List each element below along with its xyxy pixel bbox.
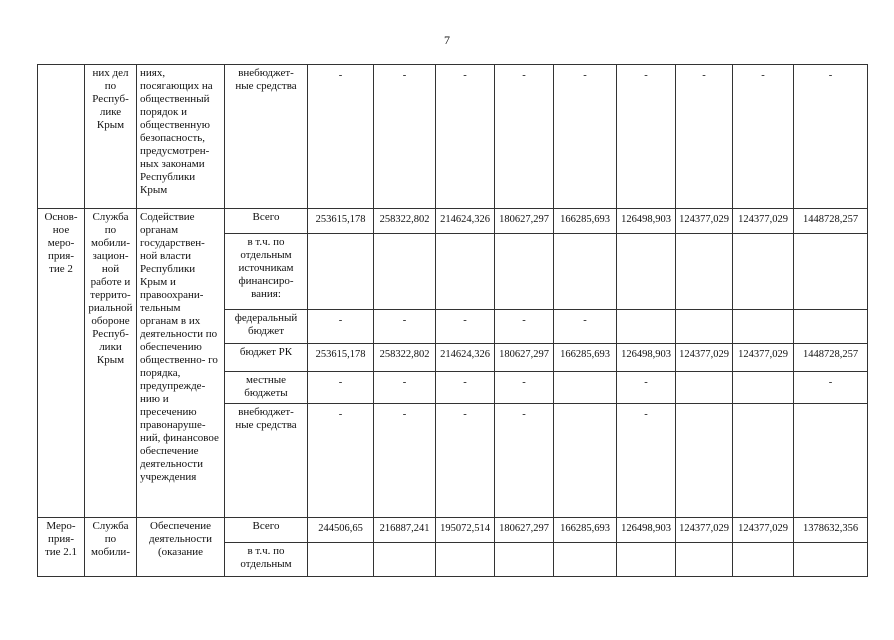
value-cell [733, 234, 794, 310]
value-cell [617, 234, 676, 310]
funding-source-cell: Всего [225, 518, 308, 543]
table-row [38, 518, 868, 543]
value-cell: 180627,297 [495, 209, 554, 234]
value-cell [374, 234, 436, 310]
value-cell: - [554, 310, 617, 344]
measure-description-cell: Обеспечение деятельности (оказание [137, 518, 225, 577]
value-cell [554, 372, 617, 404]
value-cell: 126498,903 [617, 209, 676, 234]
value-cell: 1378632,356 [794, 518, 868, 543]
value-cell [617, 310, 676, 344]
value-cell: 126498,903 [617, 518, 676, 543]
value-cell: - [733, 65, 794, 209]
value-cell: - [436, 404, 495, 518]
value-cell: 216887,241 [374, 518, 436, 543]
value-cell: 124377,029 [733, 344, 794, 372]
value-cell: 214624,326 [436, 209, 495, 234]
value-cell: 124377,029 [676, 209, 733, 234]
value-cell: 124377,029 [733, 209, 794, 234]
value-cell: - [308, 310, 374, 344]
value-cell [308, 234, 374, 310]
value-cell: - [436, 65, 495, 209]
value-cell [436, 234, 495, 310]
value-cell [794, 310, 868, 344]
value-cell: 180627,297 [495, 518, 554, 543]
value-cell: 180627,297 [495, 344, 554, 372]
value-cell [617, 543, 676, 577]
value-cell: - [617, 372, 676, 404]
value-cell: 253615,178 [308, 344, 374, 372]
value-cell [554, 234, 617, 310]
value-cell: - [554, 65, 617, 209]
value-cell [308, 543, 374, 577]
value-cell [554, 404, 617, 518]
value-cell: 244506,65 [308, 518, 374, 543]
value-cell: 258322,802 [374, 209, 436, 234]
value-cell: - [374, 372, 436, 404]
value-cell: - [617, 65, 676, 209]
value-cell: 126498,903 [617, 344, 676, 372]
measure-description-cell: ниях, посягающих на общественный порядок и общественную безопасность, предусмотрен- ных законами Республики Крым [137, 65, 225, 209]
value-cell: 124377,029 [733, 518, 794, 543]
value-cell: - [794, 372, 868, 404]
value-cell: 214624,326 [436, 344, 495, 372]
value-cell: - [436, 372, 495, 404]
value-cell [676, 372, 733, 404]
value-cell: - [436, 310, 495, 344]
value-cell: 1448728,257 [794, 344, 868, 372]
measure-cell: Основ- ное меро- прия- тие 2 [38, 209, 85, 518]
table-row [38, 65, 868, 209]
value-cell [733, 310, 794, 344]
value-cell [495, 234, 554, 310]
value-cell: 166285,693 [554, 518, 617, 543]
value-cell: - [495, 372, 554, 404]
value-cell [794, 543, 868, 577]
value-cell [733, 372, 794, 404]
value-cell: - [308, 372, 374, 404]
funding-source-cell: в т.ч. по отдельным [225, 543, 308, 577]
value-cell [554, 543, 617, 577]
page-number: 7 [444, 33, 450, 47]
value-cell: 1448728,257 [794, 209, 868, 234]
value-cell [733, 543, 794, 577]
table-row [38, 209, 868, 234]
value-cell: - [495, 310, 554, 344]
value-cell: - [617, 404, 676, 518]
value-cell: 195072,514 [436, 518, 495, 543]
funding-source-cell: федеральный бюджет [225, 310, 308, 344]
funding-source-cell: внебюджет- ные средства [225, 65, 308, 209]
value-cell [676, 543, 733, 577]
measure-cell [38, 65, 85, 209]
value-cell: - [308, 404, 374, 518]
executor-cell: Служба по мобили- [85, 518, 137, 577]
funding-source-cell: в т.ч. по отдельным источникам финансиро- вания: [225, 234, 308, 310]
value-cell [676, 234, 733, 310]
value-cell [676, 310, 733, 344]
funding-source-cell: Всего [225, 209, 308, 234]
value-cell: - [374, 404, 436, 518]
executor-cell: Служба по мобили- зацион- ной работе и террито- риальной обороне Респуб- лики Крым [85, 209, 137, 518]
value-cell [436, 543, 495, 577]
budget-table [37, 64, 868, 577]
value-cell: - [308, 65, 374, 209]
measure-cell: Меро- прия- тие 2.1 [38, 518, 85, 577]
value-cell [794, 234, 868, 310]
value-cell: 253615,178 [308, 209, 374, 234]
measure-description-cell: Содействие органам государствен- ной власти Республики Крым и правоохрани- тельным органам в их деятельности по обеспечению общественно- го порядка, предупрежде- нию и пресечению правонаруше- ний, финансовое обеспечение деятельности учреждения [137, 209, 225, 518]
value-cell [794, 404, 868, 518]
value-cell [495, 543, 554, 577]
value-cell: 124377,029 [676, 344, 733, 372]
funding-source-cell: бюджет РК [225, 344, 308, 372]
value-cell [676, 404, 733, 518]
funding-source-cell: местные бюджеты [225, 372, 308, 404]
value-cell: - [495, 404, 554, 518]
executor-cell: них дел по Респуб- лике Крым [85, 65, 137, 209]
value-cell: 124377,029 [676, 518, 733, 543]
value-cell: 166285,693 [554, 209, 617, 234]
value-cell: - [794, 65, 868, 209]
value-cell: - [374, 310, 436, 344]
value-cell: - [374, 65, 436, 209]
funding-source-cell: внебюджет- ные средства [225, 404, 308, 518]
value-cell: - [676, 65, 733, 209]
value-cell [733, 404, 794, 518]
value-cell [374, 543, 436, 577]
value-cell: - [495, 65, 554, 209]
value-cell: 166285,693 [554, 344, 617, 372]
value-cell: 258322,802 [374, 344, 436, 372]
